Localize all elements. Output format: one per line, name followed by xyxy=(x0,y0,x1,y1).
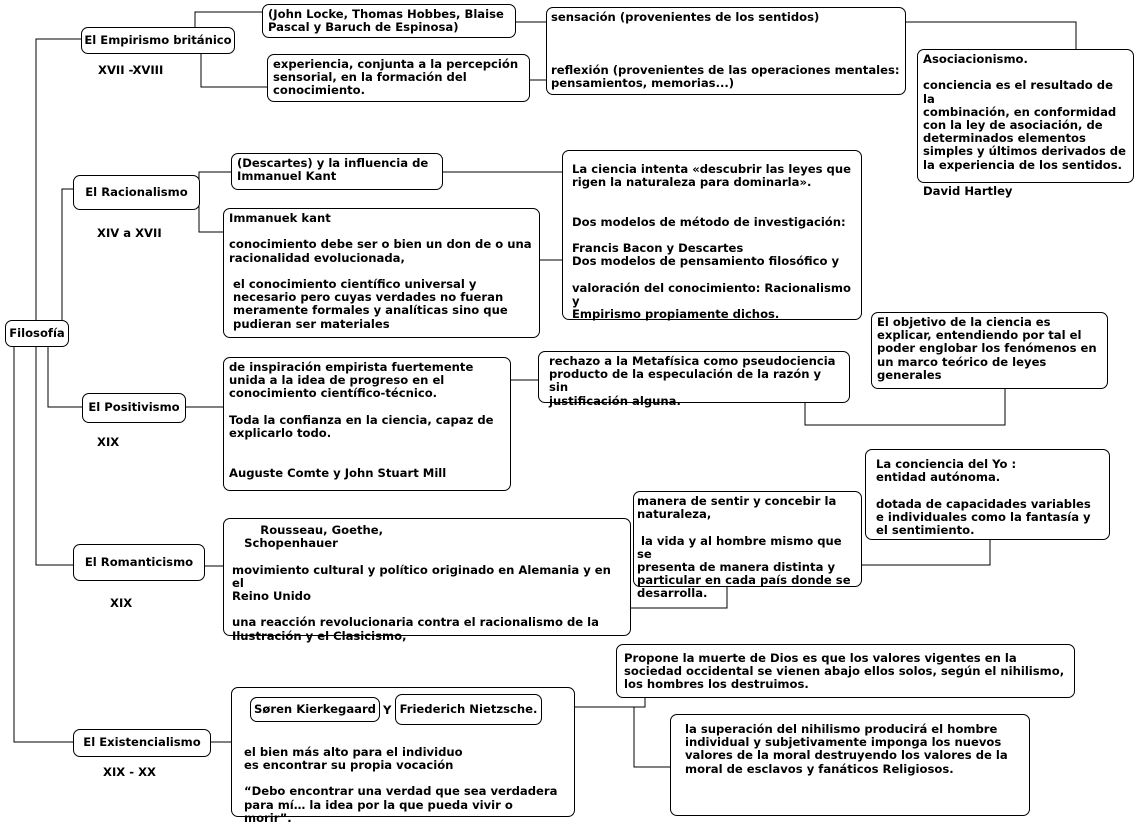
link-root-racionalismo xyxy=(62,189,73,322)
link-empirismo-experiencia xyxy=(201,54,267,87)
link-nietzsche-muerte xyxy=(575,698,645,707)
link-root-romanticismo xyxy=(36,346,73,565)
note-empirismo-experiencia: experiencia, conjunta a la percepción sensorial, en la formación del conocimiento. xyxy=(267,54,530,102)
era-racionalismo: XIV a XVII xyxy=(97,226,162,240)
note-positivismo-empirista: de inspiración empirista fuertemente unida a la idea de progreso en el conocimiento científico-técnico. Toda la confianza en la ciencia, capaz de explicarlo todo. Auguste Comte y John Stuart Mill xyxy=(223,357,511,491)
topic-racionalismo: El Racionalismo xyxy=(73,175,200,210)
name-kierkegaard: Søren Kierkegaard xyxy=(250,697,380,722)
link-root-positivismo xyxy=(48,346,82,407)
note-racionalismo-ciencia: La ciencia intenta «descubrir las leyes que rigen la naturaleza para dominarla». Dos modelos de método de investigación: Francis Bacon y Descartes Dos modelos de pensamiento filosófico y valoración del conocimiento: Racionalismo y Empirismo propiamente dichos. xyxy=(562,150,862,320)
note-empirismo-autores: (John Locke, Thomas Hobbes, Blaise Pascal y Baruch de Espinosa) xyxy=(262,4,516,38)
note-empirismo-sensacion-reflexion: sensación (provenientes de los sentidos) reflexión (provenientes de las operaciones mentales: pensamientos, memorias...) xyxy=(546,7,906,95)
link-nietzsche-superacion xyxy=(634,707,670,767)
note-romanticismo-movimiento: Rousseau, Goethe, Schopenhauer movimiento cultural y político originado en Alemania y en el Reino Unido una reacción revolucionaria contra el racionalismo de la Ilustración y el Clasicismo, xyxy=(223,518,631,636)
note-romanticismo-yo: La conciencia del Yo : entidad autónoma. dotada de capacidades variables e individuales como la fantasía y el sentimiento. xyxy=(865,449,1110,540)
topic-empirismo: El Empirismo británico xyxy=(81,27,235,54)
era-empirismo: XVII -XVIII xyxy=(98,63,164,77)
link-sensacion-asociacionismo xyxy=(906,22,1076,49)
note-positivismo-objetivo: El objetivo de la ciencia es explicar, entendiendo por tal el poder englobar los fenómenos en un marco teórico de leyes generales xyxy=(871,312,1108,389)
link-racionalismo-descartes xyxy=(199,172,231,183)
name-nietzsche: Friederich Nietzsche. xyxy=(395,694,542,725)
link-root-existencialismo xyxy=(14,346,73,742)
era-positivismo: XIX xyxy=(97,435,120,449)
connector-y: Y xyxy=(383,703,392,717)
note-existencialismo-superacion: la superación del nihilismo producirá el hombre individual y subjetivamente imponga los nuevos valores de la moral destruyendo los valores de la moral de esclavos y fanáticos Religiosos. xyxy=(670,714,1030,816)
note-racionalismo-kant: Immanuek kant conocimiento debe ser o bien un don de o una racionalidad evolucionada, el conocimiento científico universal y necesario pero cuyas verdades no fueran meramente formales y analíticas sino que pudieran ser materiales xyxy=(223,208,540,338)
topic-romanticismo: El Romanticismo xyxy=(73,544,205,581)
era-romanticismo: XIX xyxy=(110,596,133,610)
era-existencialismo: XIX - XX xyxy=(103,765,156,779)
topic-positivismo: El Positivismo xyxy=(82,393,186,423)
link-racionalismo-kant xyxy=(199,197,223,232)
note-romanticismo-naturaleza: manera de sentir y concebir la naturaleza, la vida y al hombre mismo que se presenta de manera distinta y particular en cada país donde se desarrolla. xyxy=(633,491,862,587)
link-naturaleza-yo xyxy=(862,540,990,565)
topic-existencialismo: El Existencialismo xyxy=(73,729,211,757)
note-racionalismo-descartes: (Descartes) y la influencia de Immanuel Kant xyxy=(231,153,443,190)
note-existencialismo-vocacion: el bien más alto para el individuo es encontrar su propia vocación “Debo encontrar una verdad que sea verdadera para mí… la idea por la que pueda vivir o morir”. xyxy=(231,687,575,817)
note-empirismo-asociacionismo: Asociacionismo. conciencia es el resultado de la combinación, en conformidad con la ley de asociación, de determinados elementos simples y últimos derivados de la experiencia de los sentidos. David Hartley xyxy=(917,49,1134,183)
root-node: Filosofía xyxy=(5,320,69,347)
note-positivismo-metafisica: rechazo a la Metafísica como pseudociencia producto de la especulación de la razón y sin justificación alguna. xyxy=(538,351,850,403)
note-existencialismo-muerte-dios: Propone la muerte de Dios es que los valores vigentes en la sociedad occidental se vienen abajo ellos solos, según el nihilismo, los hombres los destruimos. xyxy=(616,644,1075,698)
